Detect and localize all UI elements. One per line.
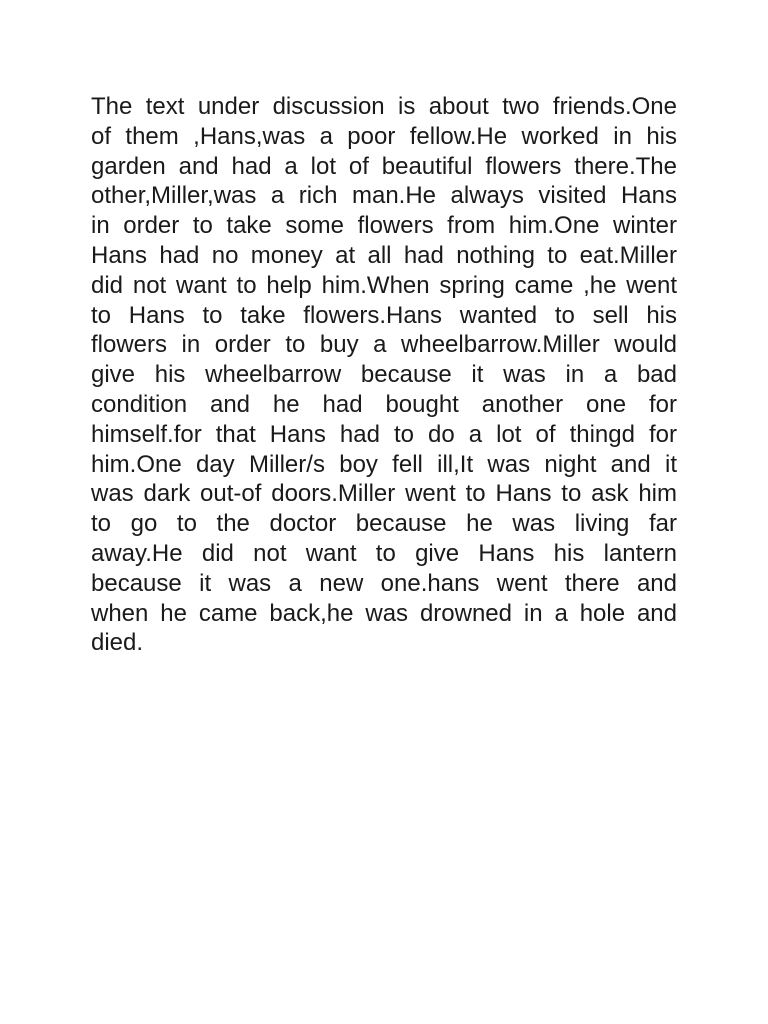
body-paragraph (91, 92, 677, 658)
text-line: himself.for that Hans had to do a lot of thingd for (91, 420, 677, 448)
text-line: when he came back,he was drowned in a hole and (91, 599, 677, 627)
text-line: to Hans to take flowers.Hans wanted to sell his (91, 301, 677, 329)
text-line: condition and he had bought another one for (91, 390, 677, 418)
text-line: was dark out-of doors.Miller went to Hans to ask him (91, 480, 677, 508)
text-line: in order to take some flowers from him.One winter (91, 212, 677, 240)
text-line: did not want to help him.When spring came ,he went (91, 271, 677, 299)
text-line: to go to the doctor because he was living far (91, 510, 677, 538)
text-line: other,Miller,was a rich man.He always visited Hans (91, 182, 677, 210)
text-line: The text under discussion is about two friends.One (91, 93, 677, 120)
text-line: because it was a new one.hans went there and (91, 569, 677, 597)
text-line: died. (91, 629, 144, 657)
text-line: of them ,Hans,was a poor fellow.He worked in his (91, 122, 677, 150)
text-line: garden and had a lot of beautiful flowers there.The (91, 152, 677, 180)
text-line: him.One day Miller/s boy fell ill,It was night and it (91, 450, 677, 478)
text-line: give his wheelbarrow because it was in a bad (91, 361, 677, 389)
text-line: Hans had no money at all had nothing to eat.Miller (91, 241, 677, 269)
text-line: flowers in order to buy a wheelbarrow.Miller would (91, 331, 677, 359)
text-line: away.He did not want to give Hans his lantern (91, 539, 677, 567)
